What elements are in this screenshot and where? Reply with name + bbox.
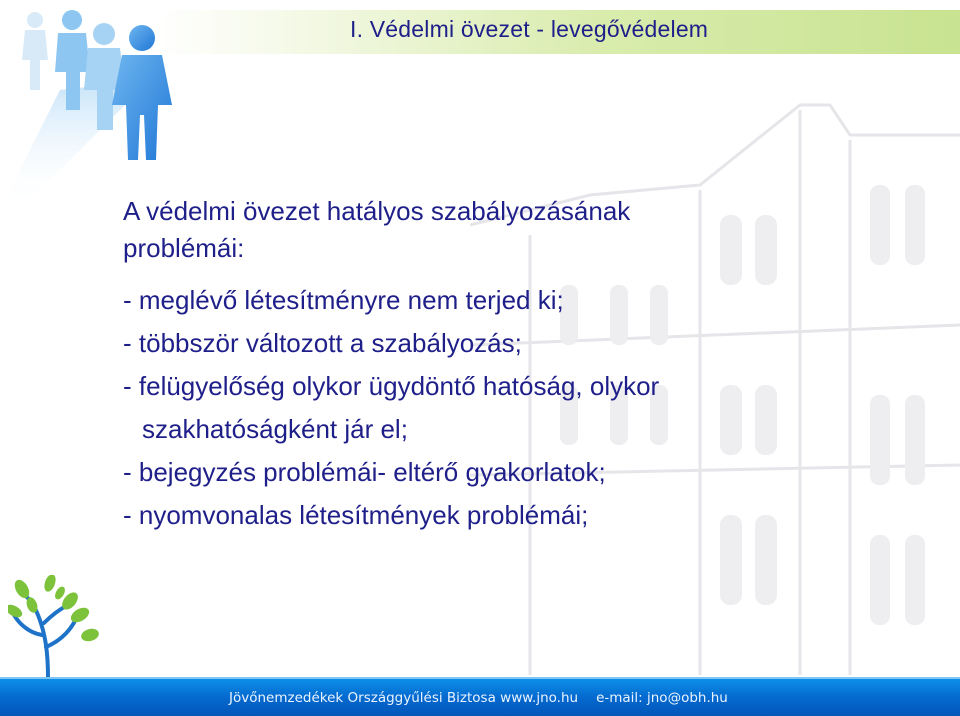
bullet-item: - többször változott a szabályozás; xyxy=(123,328,522,358)
footer-text xyxy=(229,690,728,706)
footer-bar xyxy=(0,677,960,716)
footer-email: e-mail: jno@obh.hu xyxy=(596,690,728,706)
footer-org: Jövőnemzedékek Országgyűlési Biztosa www.jno.hu xyxy=(229,690,579,706)
bullet-item: - nyomvonalas létesítmények problémái; xyxy=(123,500,589,530)
bullet-item: - meglévő létesítményre nem terjed ki; xyxy=(123,285,564,315)
bullet-item: - bejegyzés problémái- eltérő gyakorlatok; xyxy=(123,457,606,487)
bullet-item: - felügyelőség olykor ügydöntő hatóság, olykor xyxy=(123,371,660,401)
content-heading-line: A védelmi övezet hatályos szabályozásának xyxy=(123,196,631,226)
bullet-item-continuation: szakhatóságként jár el; xyxy=(142,414,408,444)
slide-content xyxy=(123,193,883,537)
tree-logo-icon xyxy=(8,575,100,680)
slide-title: I. Védelmi övezet - levegővédelem xyxy=(350,16,709,42)
content-heading-line: problémái: xyxy=(123,233,245,263)
